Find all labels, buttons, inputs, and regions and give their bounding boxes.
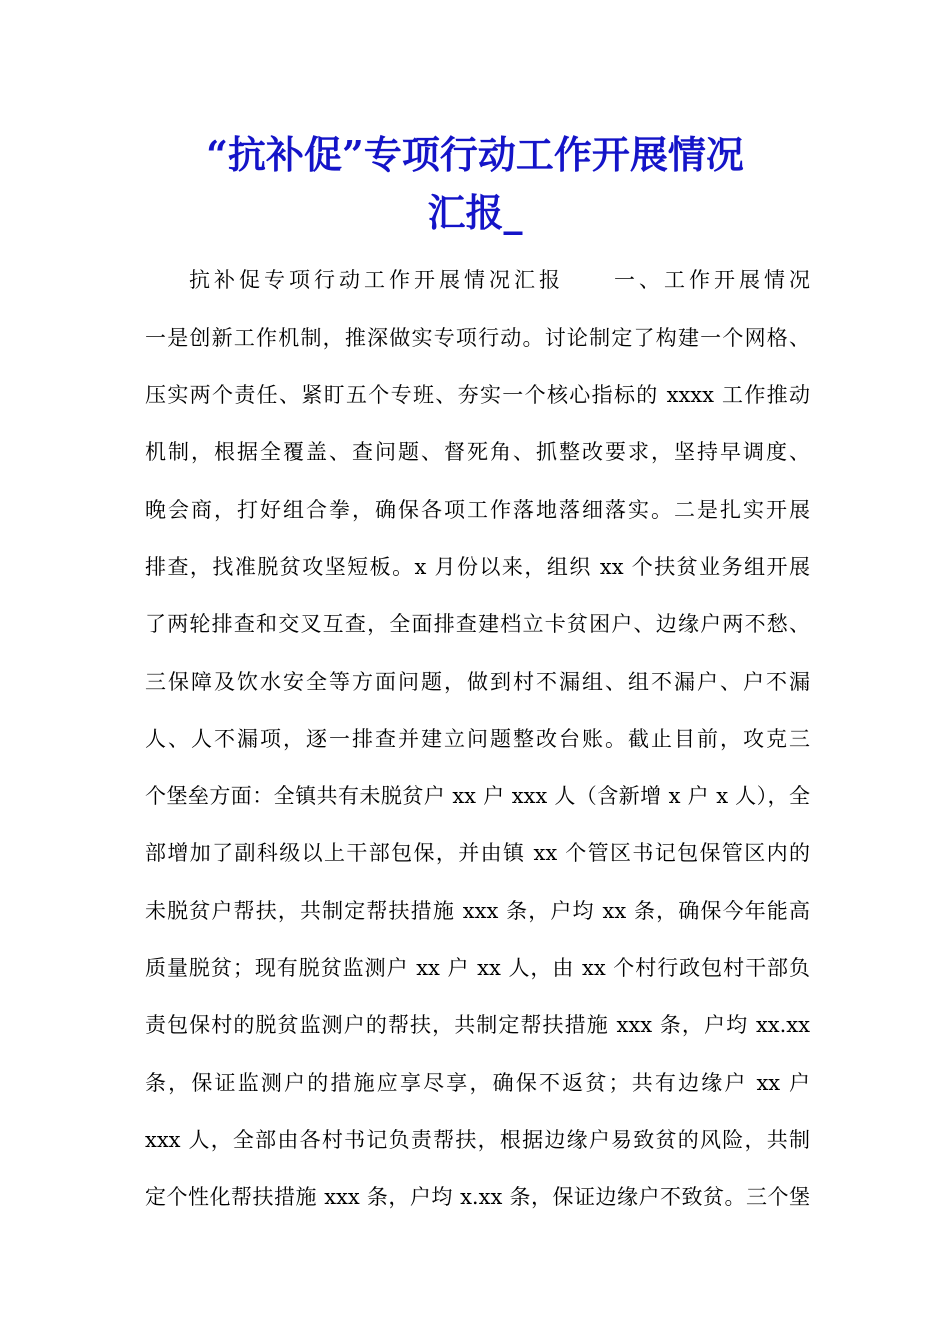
body-line: 晚会商，打好组合拳，确保各项工作落地落细落实。二是扎实开展 [145, 498, 810, 522]
body-line: 压实两个责任、紧盯五个专班、夯实一个核心指标的 xxxx 工作推动 [145, 383, 810, 407]
document-title-line-1: “抗补促”专项行动工作开展情况 [206, 132, 744, 177]
document-title-line-2: 汇报_ [427, 190, 523, 235]
body-line: 责包保村的脱贫监测户的帮扶，共制定帮扶措施 xxx 条，户均 xx.xx [145, 1013, 810, 1037]
body-line: 未脱贫户帮扶，共制定帮扶措施 xxx 条，户均 xx 条，确保今年能高 [145, 899, 810, 923]
body-line: 抗补促专项行动工作开展情况汇报 一、工作开展情况 [189, 268, 810, 292]
body-line: 定个性化帮扶措施 xxx 条，户均 x.xx 条，保证边缘户不致贫。三个堡 [145, 1185, 810, 1209]
body-line: 人、人不漏项，逐一排查并建立问题整改台账。截止目前，攻克三 [145, 727, 810, 751]
body-line: 了两轮排查和交叉互查，全面排查建档立卡贫困户、边缘户两不愁、 [145, 612, 810, 636]
body-line: 机制，根据全覆盖、查问题、督死角、抓整改要求，坚持早调度、 [145, 440, 810, 464]
body-line: 一是创新工作机制，推深做实专项行动。讨论制定了构建一个网格、 [145, 326, 810, 350]
body-line: 质量脱贫；现有脱贫监测户 xx 户 xx 人，由 xx 个村行政包村干部负 [145, 956, 810, 980]
body-line: 排查，找准脱贫攻坚短板。x 月份以来，组织 xx 个扶贫业务组开展 [145, 555, 810, 579]
body-line: 三保障及饮水安全等方面问题，做到村不漏组、组不漏户、户不漏 [145, 670, 810, 694]
body-line: 部增加了副科级以上干部包保，并由镇 xx 个管区书记包保管区内的 [145, 841, 810, 865]
body-line: 条，保证监测户的措施应享尽享，确保不返贫；共有边缘户 xx 户 [145, 1071, 810, 1095]
body-line: xxx 人，全部由各村书记负责帮扶，根据边缘户易致贫的风险，共制 [145, 1128, 810, 1152]
body-line: 个堡垒方面：全镇共有未脱贫户 xx 户 xxx 人（含新增 x 户 x 人），全 [145, 784, 810, 808]
